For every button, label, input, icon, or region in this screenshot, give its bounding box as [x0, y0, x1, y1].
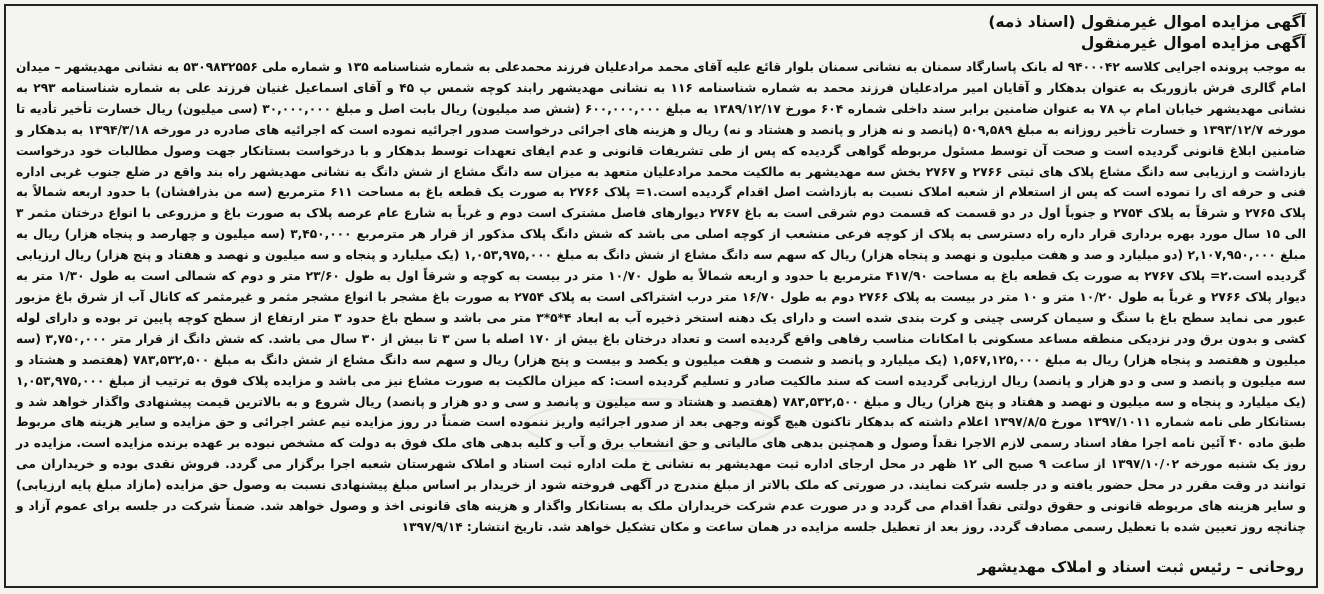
notice-body: [16, 57, 1306, 538]
auction-notice: [4, 4, 1318, 588]
publish-date: تاریخ انتشار: ۱۳۹۷/۹/۱۴: [401, 519, 544, 534]
notice-subtitle: آگهی مزایده اموال غیرمنقول: [1080, 34, 1306, 52]
notice-paragraph: به موجب پرونده اجرایی کلاسه ۹۴۰۰۰۴۲ له بانک پاسارگاد سمنان به نشانی سمنان بلوار قائع علیه آقای محمد مرادعلیان فرزند محمدعلی به شماره شناسنامه ۱۳۵ و شماره ملی ۵۳۰۹۸۳۲۵۵۶ به نشانی مهدیشهر – میدان امام گالری فرش بازوربک به عنوان بدهکار و آقایان امیر مرادعلیان فرزند محمد به شماره شناسنامه ۱۱۶ به نشانی مهدیشهر رابند کوچه شمس پ ۴۵ و آقای اسماعیل غنیان فرزند علی به شماره شناسنامه ۲۹۳ به نشانی مهدیشهر خیابان امام پ ۷۸ به عنوان ضامنین برابر سند داخلی شماره ۶۰۴ مورخ ۱۳۸۹/۱۲/۱۷ به مبلغ ۶۰۰,۰۰۰,۰۰۰ (شش صد میلیون) ریال بابت اصل و مبلغ ۳۰,۰۰۰,۰۰۰ (سی میلیون) ریال خسارت تأخیر تأدیه تا مورخه ۱۳۹۳/۱۲/۷ و خسارت تأخیر روزانه به مبلغ ۵۰۹,۵۸۹ (پانصد و نه هزار و پانصد و هشتاد و نه) ریال و هزینه های اجرائی درخواست صدور اجرائیه نموده است که اجرائیه های صادره در مورخه ۱۳۹۴/۳/۱۸ به بدهکار و ضامنین ابلاغ قانونی گردیده است و صحت آن توسط مسئول مربوطه گواهی گردیده که پس از طی تشریفات قانونی و عدم ایفای تعهدات توسط بدهکار و با درخواست بستانکار جهت وصول مطالبات خود درخواست بازداشت و ارزیابی سه دانگ مشاع پلاک های ثبتی ۲۷۶۶ و ۲۷۶۷ بخش سه مهدیشهر به مالکیت محمد مرادعلیان متعهد به میزان سه دانگ مشاع از شش دانگ به نشانی مهدیشهر راه بند واقع در ضلع جنوب غربی اداره فنی و حرفه ای را نموده است که پس از استعلام از شعبه املاک نسبت به بازداشت اصل اقدام گردیده است.۱= پلاک ۲۷۶۶ به صورت یک قطعه باغ به مساحت ۶۱۱ مترمربع (سه من بذرافشان) با حدود اربعه شمالاً به پلاک ۲۷۶۵ و شرقاً به پلاک ۲۷۵۴ و جنوباً اول در دو قسمت که قسمت دوم شرقی است به باغ ۲۷۶۷ دیوارهای فاصل مشترک است دوم و غرباً به شارع عام عرصه پلاک به صورت باغ و مزروعی با انواع درختان مثمر ۳ الی ۱۵ سال مورد بهره برداری قرار داره راه دسترسی به پلاک از کوچه فرعی منشعب از کوچه اصلی می باشد که شش دانگ پلاک مذکور از قرار هر مترمربع ۳,۴۵۰,۰۰۰ (سه میلیون و چهارصد و پنجاه هزار) ریال به مبلغ ۲,۱۰۷,۹۵۰,۰۰۰ (دو میلیارد و صد و هفت میلیون و نهصد و پنجاه هزار) ریال که سهم سه دانگ مشاع از شش دانگ به مبلغ ۱,۰۵۳,۹۷۵,۰۰۰ (یک میلیارد و پنجاه و سه میلیون و نهصد و هفتاد و پنج هزار) ریال ارزیابی گردیده است.۲= پلاک ۲۷۶۷ به صورت یک قطعه باغ به مساحت ۴۱۷/۹۰ مترمربع با حدود و اربعه شمالاً به طول ۱۰/۷۰ متر در بیست به کوچه و شرقاً اول به طول ۲۳/۶۰ متر و دوم که شمالی است به طول ۱/۳۰ متر به دیوار پلاک ۲۷۶۶ و غرباً به طول ۱۰/۲۰ متر و ۱۰ متر در بیست به پلاک ۲۷۶۶ دوم به طول ۱۶/۷۰ متر درب اشتراکی است به پلاک ۲۷۵۴ به صورت باغ مشجر با انواع مشجر مثمر و غیرمثمر که کانال آب از شرق باغ مزبور عبور می نماید سطح باغ با سنگ و سیمان کرسی چینی و کرت بندی شده است و دارای یک دهنه استخر ذخیره آب به ابعاد ۴*۵*۳ متر می باشد و سطح باغ حدود ۳ متر ارتفاع از سطح کوچه پایین تر بوده و دارای لوله کشی و بدون برق ودر نزدیکی منطقه مساعد مسکونی با امکانات مناسب رفاهی واقع گردیده است و تعداد درختان باغ بیش از ۱۷۰ اصله با سن ۳ تا بیش از ۳۰ سال می باشد. که شش دانگ از قرار متر ۳,۷۵۰,۰۰۰ (سه میلیون و هفتصد و پنجاه هزار) ریال به مبلغ ۱,۵۶۷,۱۲۵,۰۰۰ (یک میلیارد و پانصد و شصت و هفت میلیون و یکصد و بیست و پنج هزار) ریال و سهم سه دانگ مشاع از شش دانگ به مبلغ ۷۸۳,۵۳۲,۵۰۰ (هفتصد و هشتاد و سه میلیون و پانصد و سی و دو هزار و پانصد) ریال ارزیابی گردیده است که سند مالکیت صادر و تسلیم گردیده است: که میزان مالکیت به صورت مشاع نیز می باشد و مزایده پلاک فوق به ترتیب از مبلغ ۱,۰۵۳,۹۷۵,۰۰۰ (یک میلیارد و پنجاه و سه میلیون و نهصد و هفتاد و پنج هزار) ریال و مبلغ ۷۸۳,۵۳۲,۵۰۰ (هفتصد و هشتاد و سه میلیون و پانصد و سی و دو هزار و پانصد) ریال شروع و به بالاترین قیمت پیشنهادی واگذار خواهد شد و بستانکار طی نامه شماره ۱۳۹۷/۱۰۱۱ مورخ ۱۳۹۷/۸/۵ اعلام داشته که بدهکار تاکنون هیچ گونه وجهی بعد از صدور اجرائیه واریز ننموده است ضمناً در روز مزایده نیم عشر اجرائی و حق مزایده و سایر هزینه های مربوط طبق ماده ۴۰ آئین نامه اجرا مفاد اسناد رسمی لازم الاجرا نقداً وصول و همچنین بدهی های مالیاتی و حق انشعاب برق و آب و کلیه بدهی های ملک فوق به دولت که مشخص نبوده بر عهده برنده مزایده است. مزایده در روز یک شنبه مورخه ۱۳۹۷/۱۰/۰۲ از ساعت ۹ صبح الی ۱۲ ظهر در محل ارجای اداره ثبت مهدیشهر به نشانی خ ملت اداره ثبت اسناد و املاک شهرستان شعبه اجرا برگزار می گردد. فروش نقدی بوده و خریداران می توانند در وقت مقرر در محل حضور یافته و در جلسه شرکت نمایند. در صورتی که ملک بالاتر از مبلغ مندرج در آگهی فروخته شود از خریدار بر اساس مبلغ پیشنهادی نسبت به وصول حق مزایده (مازاد مبلغ پایه ارزیابی) و سایر هزینه های مربوطه قانونی و حقوق دولتی نقداً اقدام می گردد و در صورت عدم شرکت خریداران ملک به بستانکار واگذار و هزینه های قانونی اخذ و وصول خواهد شد. ضمناً شرکت در جلسه برای عموم آزاد و چنانچه روز تعیین شده با تعطیل رسمی مصادف گردد. روز بعد از تعطیل جلسه مزایده در همان ساعت و مکان تشکیل خواهد شد.: [16, 60, 1307, 534]
notice-title: آگهی مزایده اموال غیرمنقول (اسناد ذمه): [988, 13, 1306, 31]
signature: روحانی – رئیس ثبت اسناد و املاک مهدیشهر: [977, 558, 1304, 576]
